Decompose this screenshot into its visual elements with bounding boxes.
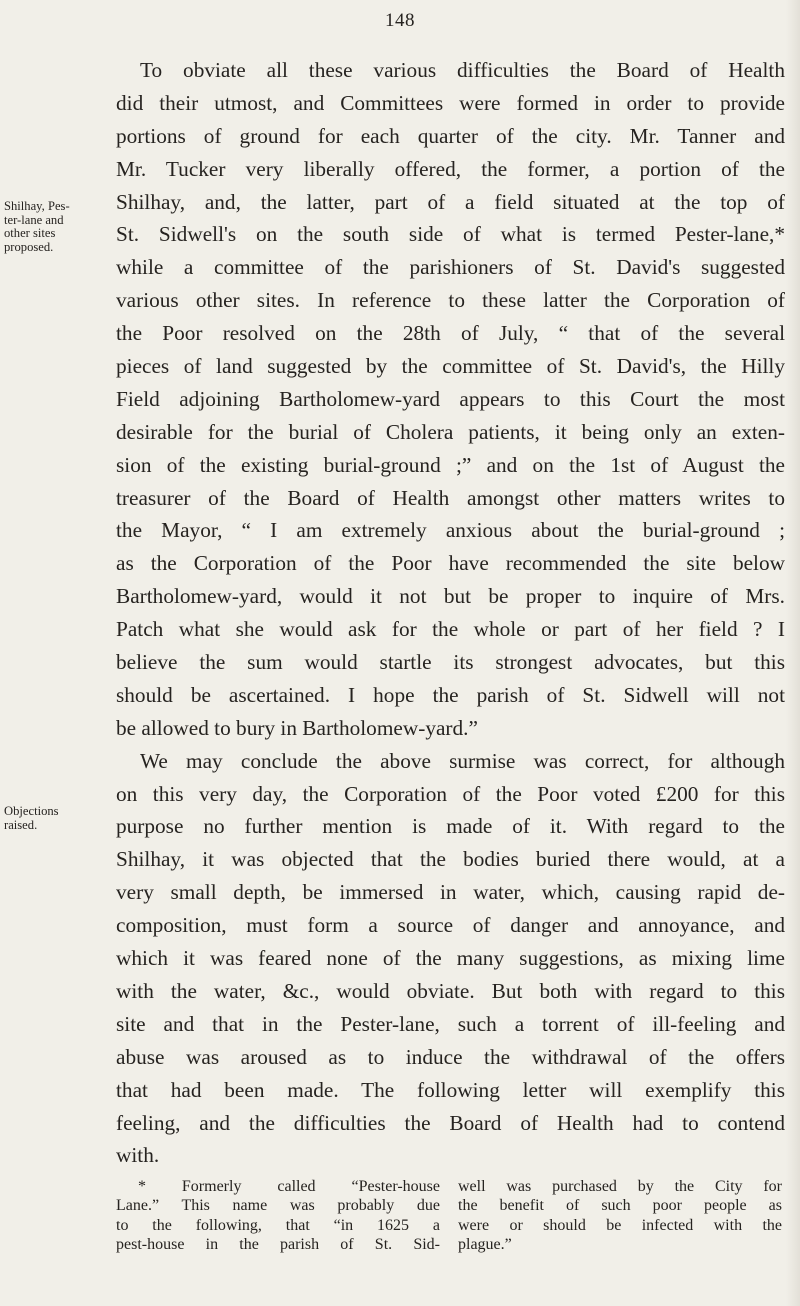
footnote-line: pest-house in the parish of St. Sid- xyxy=(116,1236,440,1254)
body-line: the Poor resolved on the 28th of July, “ that of the several xyxy=(116,321,785,346)
footnote-line: to the following, that “in 1625 a xyxy=(116,1216,440,1234)
footnote-line: well was purchased by the City for xyxy=(458,1178,782,1195)
body-line: To obviate all these various difficulties the Board of Health xyxy=(140,58,785,82)
footnote-line: plague.” xyxy=(458,1236,512,1254)
body-line: the Mayor, “ I am extremely anxious about the burial-ground ; xyxy=(116,518,785,543)
body-line: Bartholomew-yard, would it not but be proper to inquire of Mrs. xyxy=(116,584,785,609)
body-line: purpose no further mention is made of it. With regard to the xyxy=(116,814,785,839)
body-line: various other sites. In reference to these latter the Corporation of xyxy=(116,288,785,313)
body-line: on this very day, the Corporation of the Poor voted £200 for this xyxy=(116,781,785,806)
body-line: Shilhay, and, the latter, part of a field situated at the top of xyxy=(116,189,785,214)
body-line: sion of the existing burial-ground ;” and on the 1st of August the xyxy=(116,452,785,477)
footnote-line: were or should be infected with the xyxy=(458,1216,782,1234)
page-number: 148 xyxy=(385,10,415,31)
body-line: that had been made. The following letter will exemplify this xyxy=(116,1077,785,1102)
body-line: site and that in the Pester-lane, such a torrent of ill-feeling and xyxy=(116,1011,785,1036)
body-line: did their utmost, and Committees were formed in order to provide xyxy=(116,90,785,115)
body-line: Patch what she would ask for the whole or part of her field ? I xyxy=(116,617,785,642)
body-line: Mr. Tucker very liberally offered, the former, a portion of the xyxy=(116,156,785,181)
body-line: feeling, and the difficulties the Board of Health had to contend xyxy=(116,1110,785,1135)
body-line: be allowed to bury in Bartholomew-yard.” xyxy=(116,715,478,740)
margin-note-line: proposed. xyxy=(4,239,54,254)
margin-note-line: other sites xyxy=(4,226,56,241)
footnote-left-column xyxy=(116,1177,440,1255)
body-line: with. xyxy=(116,1143,160,1168)
footnote xyxy=(116,1177,782,1255)
main-text xyxy=(116,54,785,1172)
body-line: which it was feared none of the many suggestions, as mixing lime xyxy=(116,946,785,971)
footnote-line: * Formerly called “Pester-house xyxy=(138,1178,440,1195)
body-line: while a committee of the parishioners of St. David's suggested xyxy=(116,255,785,280)
footnote-line: Lane.” This name was probably due xyxy=(116,1197,440,1215)
footnote-right-column xyxy=(458,1177,782,1255)
body-line: should be ascertained. I hope the parish of St. Sidwell will not xyxy=(116,682,785,707)
body-line: composition, must form a source of danger and annoyance, and xyxy=(116,913,785,938)
page-edge-shadow xyxy=(786,0,800,1306)
body-line: Field adjoining Bartholomew-yard appears to this Court the most xyxy=(116,386,785,411)
margin-note-sites xyxy=(4,200,104,254)
body-line: portions of ground for each quarter of the city. Mr. Tanner and xyxy=(116,123,785,148)
margin-note-line: Objections xyxy=(4,804,59,818)
body-line: abuse was aroused as to induce the withdrawal of the offers xyxy=(116,1044,785,1069)
body-line: treasurer of the Board of Health amongst other matters writes to xyxy=(116,485,785,510)
body-line: desirable for the burial of Cholera patients, it being only an exten- xyxy=(116,419,785,444)
body-line: We may conclude the above surmise was correct, for although xyxy=(140,748,785,773)
body-line: St. Sidwell's on the south side of what is termed Pester-lane,* xyxy=(116,222,785,247)
margin-note-line: raised. xyxy=(4,817,38,832)
body-line: Shilhay, it was objected that the bodies buried there would, at a xyxy=(116,847,785,872)
body-line: believe the sum would startle its strongest advocates, but this xyxy=(116,650,785,675)
margin-note-objections xyxy=(4,805,104,832)
body-line: with the water, &c., would obviate. But both with regard to this xyxy=(116,978,785,1003)
body-line: as the Corporation of the Poor have recommended the site below xyxy=(116,551,785,576)
footnote-line: the benefit of such poor people as xyxy=(458,1197,782,1215)
body-line: pieces of land suggested by the committee of St. David's, the Hilly xyxy=(116,354,785,379)
body-line: very small depth, be immersed in water, which, causing rapid de- xyxy=(116,880,785,905)
margin-note-line: Shilhay, Pes- xyxy=(4,199,70,213)
margin-note-line: ter-lane and xyxy=(4,212,64,227)
